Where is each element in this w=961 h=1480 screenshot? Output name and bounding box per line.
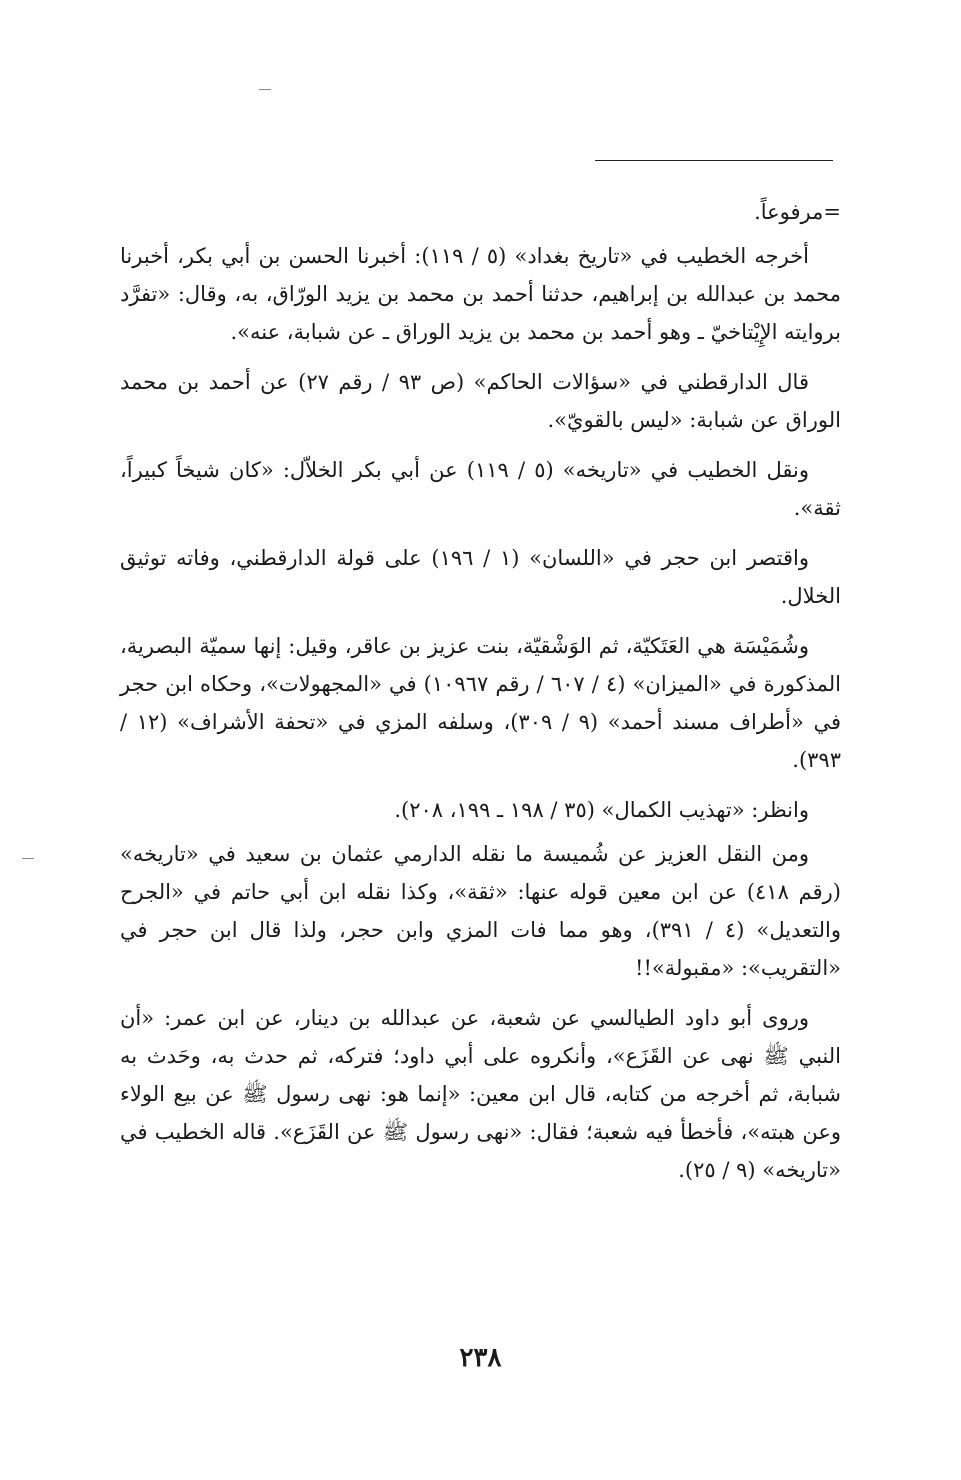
footnote-text <box>120 193 841 1201</box>
footnote-paragraph: قال الدارقطني في «سؤالات الحاكم» (ص ٩٣ / رقم ٢٧) عن أحمد بن محمد الوراق عن شبابة: «ليس بالقويّ». <box>120 370 841 432</box>
footnote-paragraph: وشُمَيْسَة هي العَتَكيّة، ثم الوَشْقيّة، بنت عزيز بن عاقر، وقيل: إنها سميّة البصرية، المذكورة في «الميزان» (٤ / ٦٠٧ / رقم ١٠٩٦٧) في «المجهولات»، وحكاه ابن حجر في «أطراف مسند أحمد» (٩ / ٣٠٩)، وسلفه المزي في «تحفة الأشراف» (١٢ / ٣٩٣). <box>120 634 841 772</box>
footnote-paragraph: واقتصر ابن حجر في «اللسان» (١ / ١٩٦) على قولة الدارقطني، وفاته توثيق الخلال. <box>120 546 841 608</box>
footnote-paragraph: ومن النقل العزيز عن شُميسة ما نقله الدارمي عثمان بن سعيد في «تاريخه» (رقم ٤١٨) عن ابن معين قوله عنها: «ثقة»، وكذا نقله ابن أبي حاتم في «الجرح والتعديل» (٤ / ٣٩١)، وهو مما فات المزي وابن حجر، ولذا قال ابن حجر في «التقريب»: «مقبولة»!! <box>120 842 841 980</box>
page-number: ٢٣٨ <box>459 1343 502 1373</box>
scan-artifact <box>259 89 271 90</box>
footnote-paragraph: =مرفوعاً. <box>754 200 841 224</box>
footnote-paragraph: وروى أبو داود الطيالسي عن شعبة، عن عبدالله بن دينار، عن ابن عمر: «أن النبي ﷺ نهى عن القَزَع»، وأنكروه على أبي داود؛ فتركه، ثم حدث به، وحَدث به شبابة، ثم أخرجه من كتابه، قال ابن معين: «إنما هو: نهى رسول ﷺ عن بيع الولاء وعن هبته»، فأخطأ فيه شعبة؛ فقال: «نهى رسول ﷺ عن القَزَع». قاله الخطيب في «تاريخه» (٩ / ٢٥). <box>120 1006 841 1182</box>
footnote-paragraph: وانظر: «تهذيب الكمال» (٣٥ / ١٩٨ ـ ١٩٩، ٢٠٨). <box>394 798 809 822</box>
footnote-paragraph: ونقل الخطيب في «تاريخه» (٥ / ١١٩) عن أبي بكر الخلاّل: «كان شيخاً كبيراً، ثقة». <box>120 458 841 520</box>
footnote-separator-rule <box>595 160 833 161</box>
footnote-paragraph: أخرجه الخطيب في «تاريخ بغداد» (٥ / ١١٩): أخبرنا الحسن بن أبي بكر، أخبرنا محمد بن عبدالله بن إبراهيم، حدثنا أحمد بن محمد بن يزيد الورّاق، به، وقال: «تفرَّد بروايته الإِيْتاخيّ ـ وهو أحمد بن محمد بن يزيد الوراق ـ عن شبابة، عنه». <box>120 244 841 344</box>
scan-artifact <box>22 858 34 859</box>
